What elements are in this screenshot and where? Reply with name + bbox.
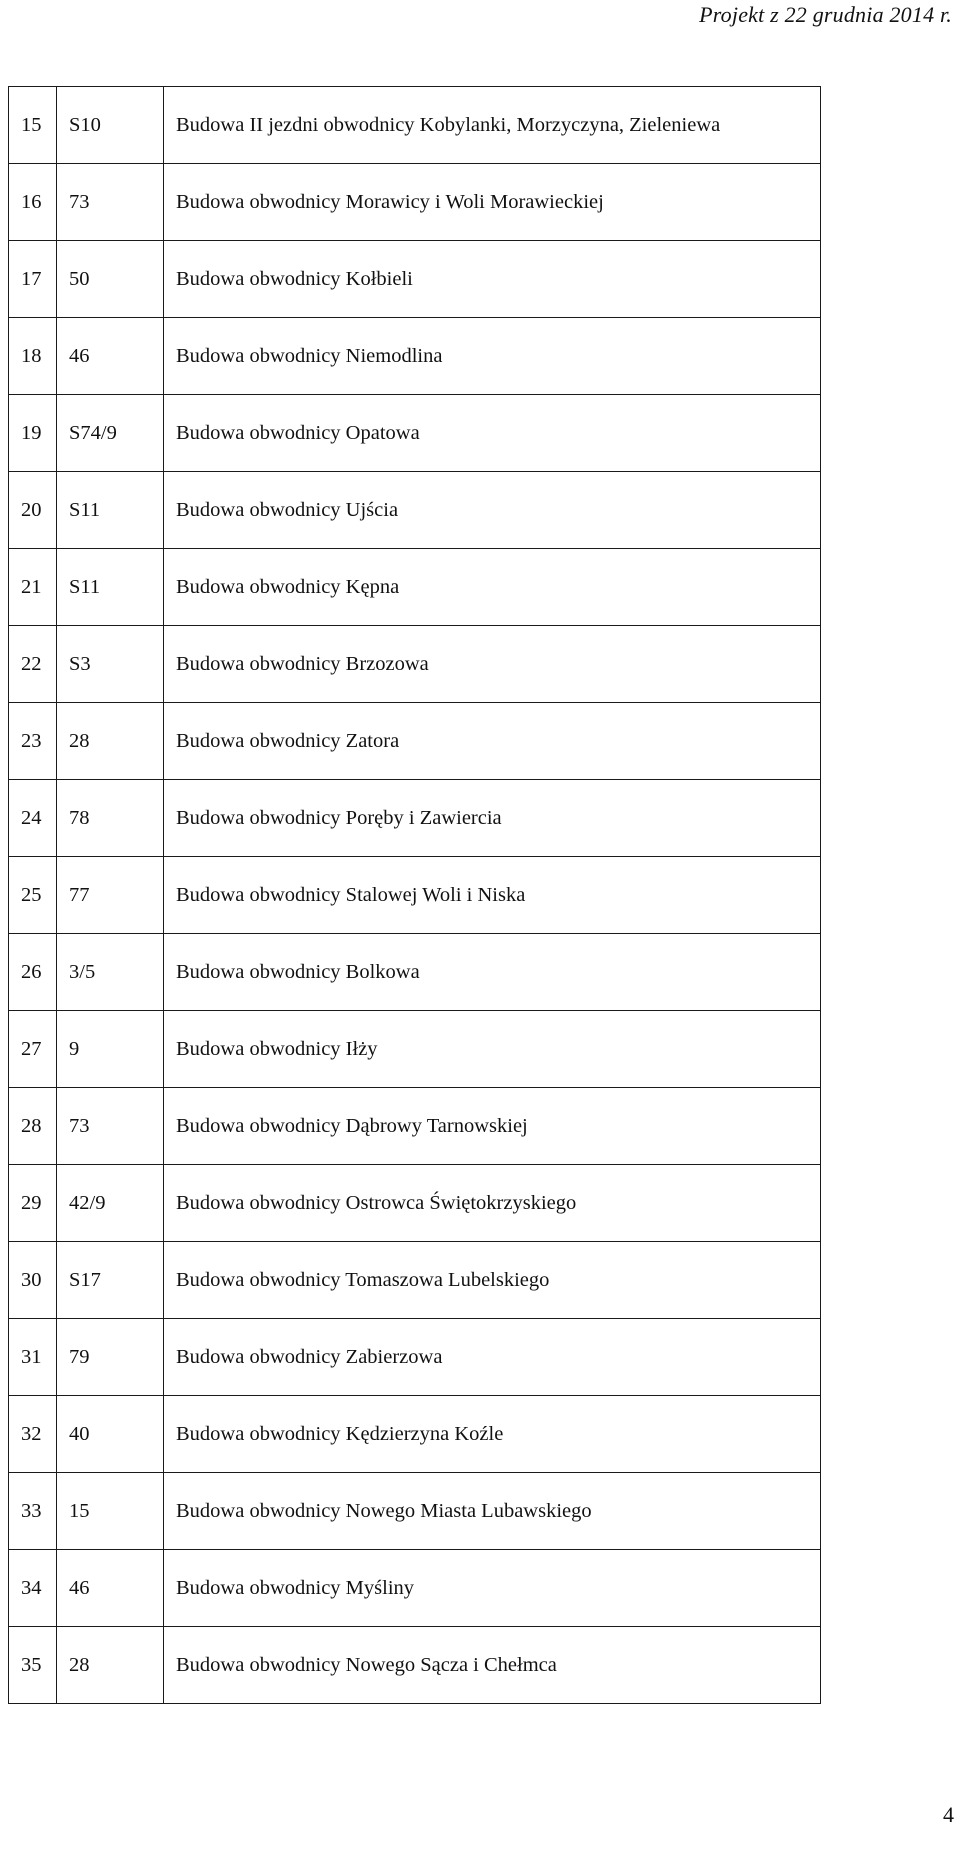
road-number-cell: 79 [57,1319,164,1396]
project-description-cell: Budowa obwodnicy Morawicy i Woli Morawieckiej [164,164,821,241]
page-number: 4 [943,1802,954,1827]
road-number-cell: 73 [57,1088,164,1165]
row-number-cell: 18 [9,318,57,395]
table-row [9,1011,821,1088]
table-row [9,87,821,164]
table-row [9,626,821,703]
road-number-cell: 46 [57,318,164,395]
project-description-cell: Budowa obwodnicy Nowego Sącza i Chełmca [164,1627,821,1704]
row-number-cell: 23 [9,703,57,780]
table-row [9,934,821,1011]
row-number-cell: 32 [9,1396,57,1473]
table-row [9,241,821,318]
road-number-cell: S74/9 [57,395,164,472]
road-number-cell: S17 [57,1242,164,1319]
document-header-note: Projekt z 22 grudnia 2014 r. [699,2,952,27]
road-number-cell: 46 [57,1550,164,1627]
table-row [9,318,821,395]
project-description-cell: Budowa obwodnicy Iłży [164,1011,821,1088]
table-row [9,857,821,934]
table-row [9,1396,821,1473]
table-body [9,87,821,1704]
road-number-cell: 42/9 [57,1165,164,1242]
row-number-cell: 17 [9,241,57,318]
row-number-cell: 16 [9,164,57,241]
road-number-cell: S11 [57,549,164,626]
project-description-cell: Budowa obwodnicy Kołbieli [164,241,821,318]
table-row [9,1550,821,1627]
road-number-cell: 28 [57,703,164,780]
table-row [9,703,821,780]
project-description-cell: Budowa obwodnicy Kępna [164,549,821,626]
road-number-cell: 73 [57,164,164,241]
project-description-cell: Budowa obwodnicy Myśliny [164,1550,821,1627]
project-description-cell: Budowa obwodnicy Opatowa [164,395,821,472]
row-number-cell: 34 [9,1550,57,1627]
row-number-cell: 21 [9,549,57,626]
row-number-cell: 24 [9,780,57,857]
table-row [9,1088,821,1165]
road-number-cell: 28 [57,1627,164,1704]
row-number-cell: 19 [9,395,57,472]
row-number-cell: 30 [9,1242,57,1319]
row-number-cell: 25 [9,857,57,934]
row-number-cell: 33 [9,1473,57,1550]
project-description-cell: Budowa obwodnicy Kędzierzyna Koźle [164,1396,821,1473]
row-number-cell: 31 [9,1319,57,1396]
project-description-cell: Budowa obwodnicy Dąbrowy Tarnowskiej [164,1088,821,1165]
project-description-cell: Budowa obwodnicy Bolkowa [164,934,821,1011]
row-number-cell: 22 [9,626,57,703]
row-number-cell: 29 [9,1165,57,1242]
table-row [9,1319,821,1396]
road-number-cell: 50 [57,241,164,318]
row-number-cell: 26 [9,934,57,1011]
road-number-cell: 40 [57,1396,164,1473]
table-row [9,1165,821,1242]
project-description-cell: Budowa II jezdni obwodnicy Kobylanki, Morzyczyna, Zieleniewa [164,87,821,164]
road-number-cell: 3/5 [57,934,164,1011]
project-description-cell: Budowa obwodnicy Ostrowca Świętokrzyskiego [164,1165,821,1242]
project-description-cell: Budowa obwodnicy Nowego Miasta Lubawskiego [164,1473,821,1550]
road-number-cell: S10 [57,87,164,164]
road-number-cell: 15 [57,1473,164,1550]
table-row [9,1627,821,1704]
row-number-cell: 20 [9,472,57,549]
row-number-cell: 27 [9,1011,57,1088]
table-row [9,1242,821,1319]
project-description-cell: Budowa obwodnicy Stalowej Woli i Niska [164,857,821,934]
road-number-cell: 78 [57,780,164,857]
project-description-cell: Budowa obwodnicy Poręby i Zawiercia [164,780,821,857]
project-description-cell: Budowa obwodnicy Ujścia [164,472,821,549]
row-number-cell: 35 [9,1627,57,1704]
project-description-cell: Budowa obwodnicy Zabierzowa [164,1319,821,1396]
road-projects-table [8,86,821,1704]
table-row [9,1473,821,1550]
road-number-cell: 9 [57,1011,164,1088]
road-number-cell: S3 [57,626,164,703]
table-row [9,472,821,549]
project-description-cell: Budowa obwodnicy Zatora [164,703,821,780]
row-number-cell: 28 [9,1088,57,1165]
project-description-cell: Budowa obwodnicy Niemodlina [164,318,821,395]
project-description-cell: Budowa obwodnicy Tomaszowa Lubelskiego [164,1242,821,1319]
table-row [9,549,821,626]
table-row [9,164,821,241]
table-row [9,395,821,472]
road-number-cell: S11 [57,472,164,549]
row-number-cell: 15 [9,87,57,164]
road-number-cell: 77 [57,857,164,934]
table-row [9,780,821,857]
project-description-cell: Budowa obwodnicy Brzozowa [164,626,821,703]
